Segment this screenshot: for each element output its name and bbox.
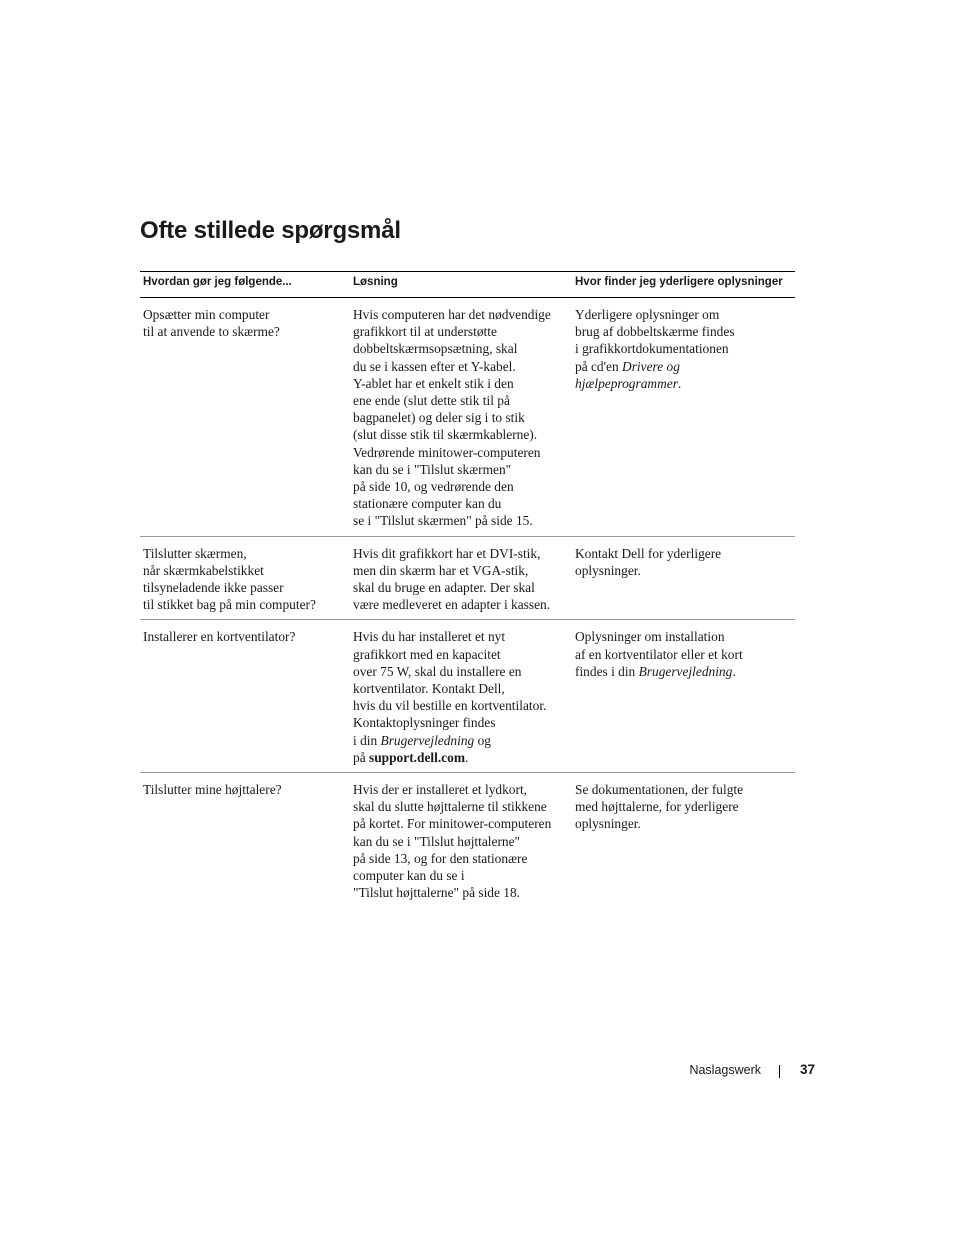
text-segment: Oplysninger om installation af en kortventilator eller et kort findes i din: [575, 629, 743, 679]
table-header-row: [140, 272, 795, 298]
text-segment: .: [677, 375, 682, 391]
question-cell: Tilslutter skærmen, når skærmkabelstikket tilsyneladende ikke passer til stikket bag på min computer?: [140, 536, 350, 620]
text-segment: Se dokumentationen, der fulgte med højttalerne, for yderligere oplysninger.: [575, 782, 744, 832]
footer-section-title: Naslagswerk: [689, 1063, 761, 1077]
text-segment: .: [732, 663, 736, 679]
text-segment: Yderligere oplysninger om brug af dobbeltskærme findes i grafikkortdokumentationen på cd'en: [575, 307, 735, 374]
italic-reference: Drivere og hjælpeprogrammer: [575, 358, 680, 391]
bold-url: support.dell.com: [369, 749, 465, 765]
table-row: [140, 620, 795, 773]
table-row: [140, 536, 795, 620]
info-cell: [572, 620, 795, 773]
text-segment: og på: [353, 732, 491, 765]
question-cell: Opsætter min computer til at anvende to skærme?: [140, 298, 350, 537]
text-segment: Hvis dit grafikkort har et DVI-stik, men din skærm har et VGA-stik, skal du bruge en adapter. Der skal være medleveret en adapter i kassen.: [353, 545, 551, 613]
table-row: [140, 773, 795, 908]
text-segment: .: [464, 749, 469, 765]
text-segment: Hvis du har installeret et nyt grafikkort med en kapacitet over 75 W, skal du installere en kortventilator. Kontakt Dell, hvis du vil bestille en kortventilator. Kontaktoplysninger findes i din: [353, 629, 547, 748]
text-segment: Hvis computeren har det nødvendige grafikkort til at understøtte dobbeltskærmsopsætning, skal du se i kassen efter et Y-kabel. Y-ablet har et enkelt stik i den ene ende (slut dette stik til på bagpanelet) og deler sig i to stik (slut disse stik til skærmkablerne). Vedrørende minitower-computeren kan du se i "Tilslut skærmen" på side 10, og vedrørende den stationære computer kan du se i "Tilslut skærmen" på side 15.: [353, 307, 551, 529]
solution-cell: [350, 773, 572, 908]
info-cell: [572, 298, 795, 537]
solution-cell: [350, 620, 572, 773]
table-row: [140, 298, 795, 537]
info-cell: [572, 773, 795, 908]
column-header-info: Hvor finder jeg yderligere oplysninger: [572, 272, 795, 298]
page-number: 37: [800, 1062, 816, 1077]
footer-divider: [779, 1065, 780, 1078]
table-body: [140, 298, 795, 908]
column-header-solution: Løsning: [350, 272, 572, 298]
faq-table: [140, 271, 795, 908]
column-header-question: Hvordan gør jeg følgende...: [140, 272, 350, 298]
question-cell: Installerer en kortventilator?: [140, 620, 350, 773]
page-footer: [0, 1061, 954, 1081]
page-title: Ofte stillede spørgsmål: [140, 217, 401, 244]
text-segment: Hvis der er installeret et lydkort, skal du slutte højttalerne til stikkene på kortet. For minitower-computeren kan du se i "Tilslut højttalerne" på side 13, og for den stationære computer kan du se i "Tilslut højttalerne" på side 18.: [353, 782, 552, 901]
question-cell: Tilslutter mine højttalere?: [143, 782, 282, 798]
info-cell: [572, 536, 795, 620]
text-segment: Kontakt Dell for yderligere oplysninger.: [575, 545, 722, 578]
italic-reference: Brugervejledning: [638, 663, 733, 679]
solution-cell: [350, 298, 572, 537]
solution-cell: [350, 536, 572, 620]
italic-reference: Brugervejledning: [380, 732, 475, 748]
